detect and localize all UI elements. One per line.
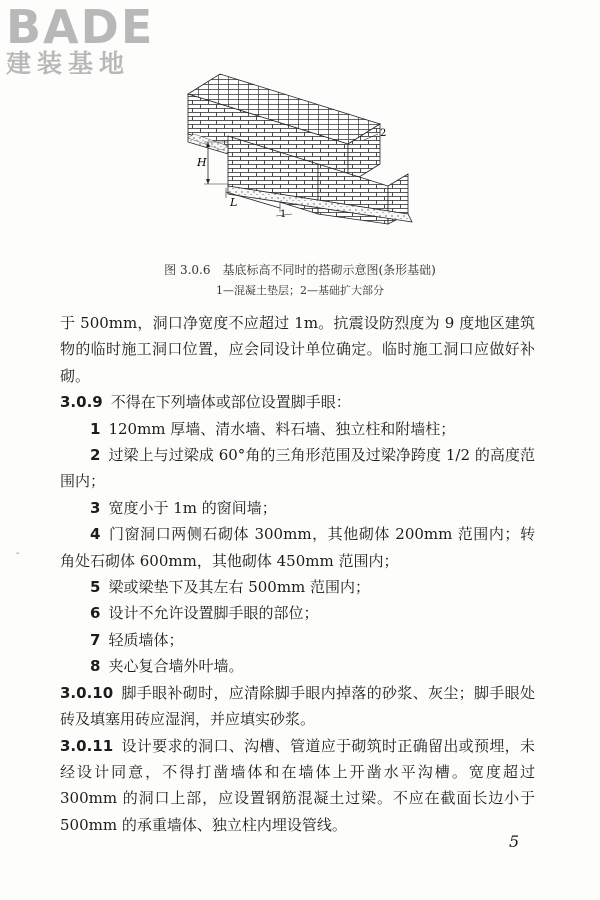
body-text bbox=[60, 310, 535, 838]
height-label: H bbox=[197, 156, 207, 169]
clause-3-0-11 bbox=[60, 733, 535, 839]
figure-legend: 1—混凝土垫层；2—基础扩大部分 bbox=[216, 284, 384, 297]
clause-3-0-9 bbox=[60, 389, 535, 415]
bade-logo bbox=[6, 2, 176, 78]
list-item: 6 设计不允许设置脚手眼的部位； bbox=[90, 604, 319, 623]
clause-text: 不得在下列墙体或部位设置脚手眼： bbox=[110, 393, 351, 412]
brick-foundation-figure bbox=[168, 64, 428, 236]
list-item: 7 轻质墙体； bbox=[90, 630, 184, 649]
list-item: 8 夹心复合墙外叶墙。 bbox=[90, 657, 244, 676]
list-item: 1 120mm 厚墙、清水墙、料石墙、独立柱和附墙柱； bbox=[90, 419, 456, 438]
length-label: L bbox=[230, 196, 238, 209]
intro-paragraph: 于 500mm，洞口净宽度不应超过 1m。抗震设防烈度为 9 度地区建筑物的临时施工洞口位置，应会同设计单位确定。临时施工洞口应做好补砌。 bbox=[60, 314, 535, 385]
clause-number: 3.0.11 bbox=[60, 736, 114, 755]
list-item: 3 宽度小于 1m 的窗间墙； bbox=[90, 498, 277, 517]
logo-chinese: 建装基地 bbox=[6, 49, 131, 78]
list-item: 2 过梁上与过梁成 60°角的三角形范围及过梁净跨度 1/2 的高度范围内； bbox=[60, 446, 535, 491]
margin-mark: - bbox=[16, 548, 20, 559]
logo-wordmark: BADE bbox=[6, 0, 155, 54]
list-item: 4 门窗洞口两侧石砌体 300mm，其他砌体 200mm 范围内；转角处石砌体 600mm，其他砌体 450mm 范围内； bbox=[60, 525, 535, 570]
clause-text: 脚手眼补砌时，应清除脚手眼内掉落的砂浆、灰尘；脚手眼处砖及填塞用砖应湿润，并应填实砂浆。 bbox=[60, 683, 535, 729]
clause-3-0-10 bbox=[60, 680, 535, 733]
list-item: 5 梁或梁垫下及其左右 500mm 范围内； bbox=[90, 578, 371, 597]
callout-2: 2 bbox=[380, 128, 387, 139]
figure-caption: 图 3.0.6 基底标高不同时的搭砌示意图(条形基础) bbox=[164, 263, 436, 277]
clause-text: 设计要求的洞口、沟槽、管道应于砌筑时正确留出或预埋，未经设计同意，不得打凿墙体和在墙体上开凿水平沟槽。宽度超过 300mm 的洞口上部，应设置钢筋混凝土过梁。不应在截面长边小于 500mm 的承重墙体、独立柱内埋设管线。 bbox=[60, 736, 535, 834]
clause-number: 3.0.9 bbox=[60, 393, 103, 412]
clause-number: 3.0.10 bbox=[60, 683, 114, 702]
callout-1: 1 bbox=[280, 209, 287, 220]
page-number: 5 bbox=[509, 832, 520, 851]
